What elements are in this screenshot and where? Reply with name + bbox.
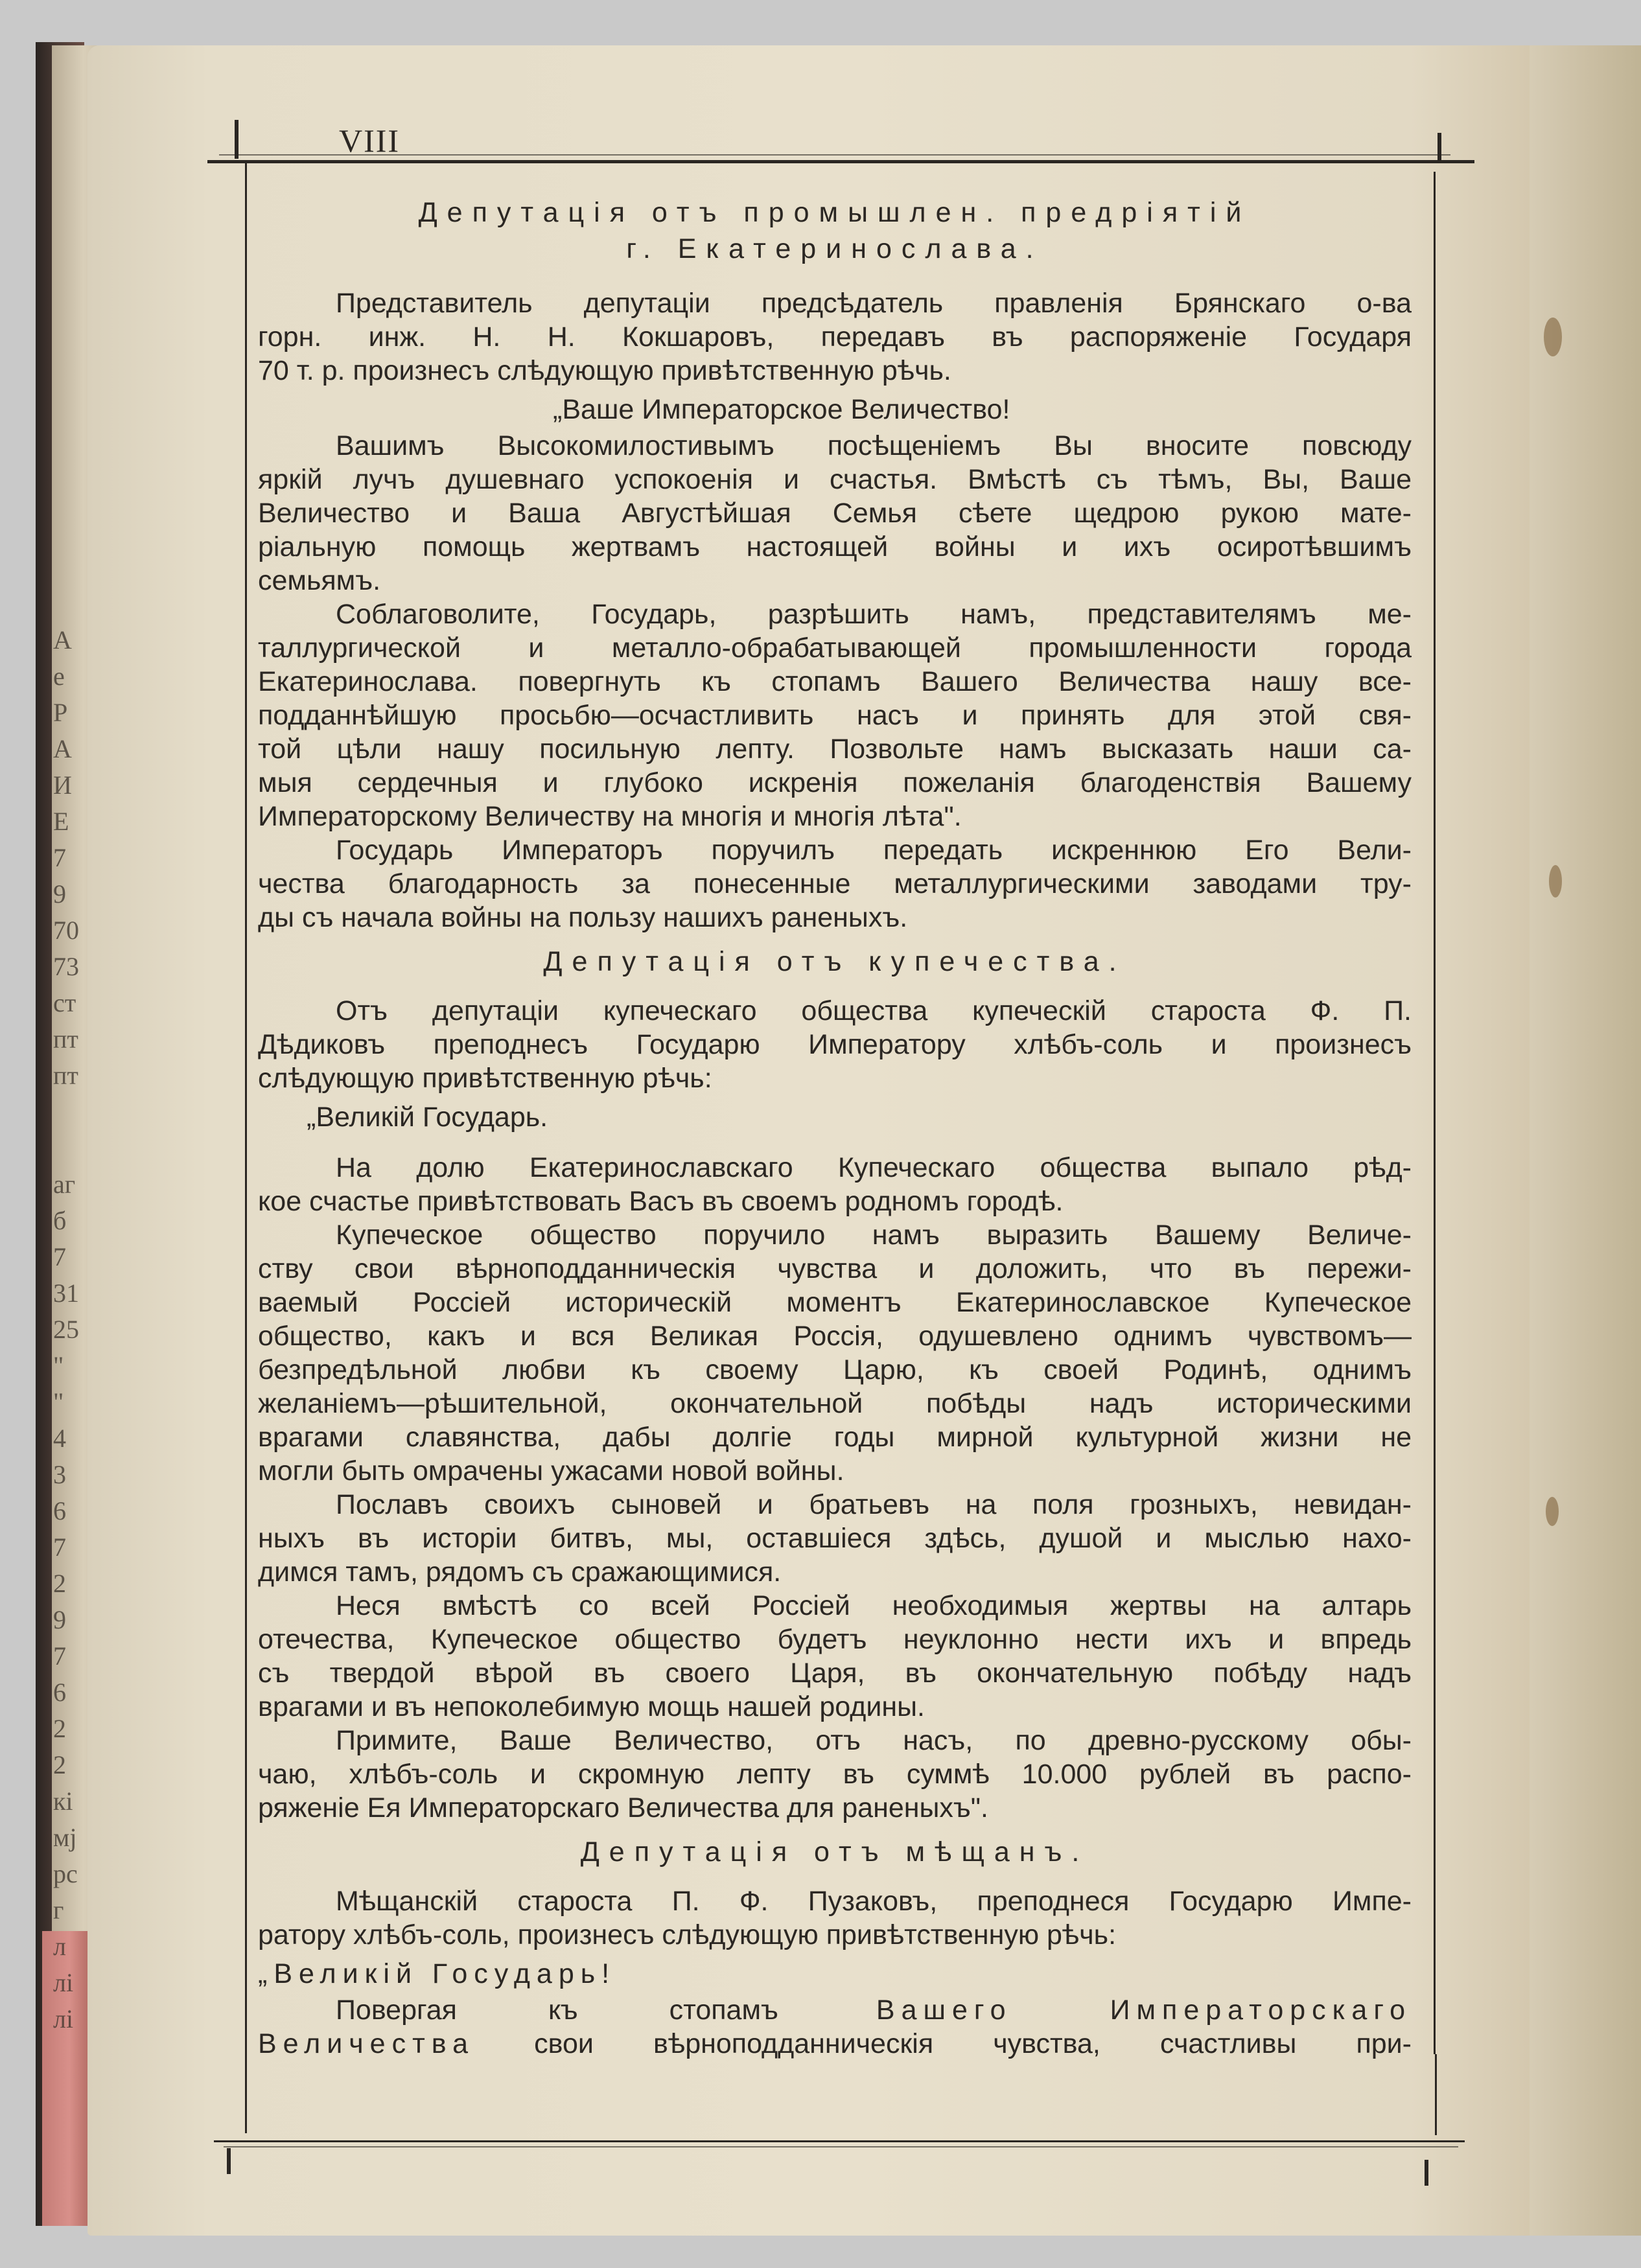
left-fragment: 31 — [53, 1279, 79, 1308]
right-page-edge — [1530, 45, 1641, 2236]
text-line — [258, 2027, 1412, 2061]
left-fragment: Р — [53, 698, 68, 727]
frame-right-rule — [1434, 172, 1436, 2054]
left-fragment: лі — [53, 2004, 74, 2033]
header-rule — [207, 160, 1474, 163]
text-run: Повергая къ стопамъ — [336, 1995, 778, 2026]
text-line: желаніемъ—рѣшительной, окончательной побѣды надъ историческими — [258, 1388, 1412, 1419]
text-line: Государь Императоръ поручилъ передать искреннюю Его Вели- — [336, 835, 1412, 866]
text-line: той цѣли нашу посильную лепту. Позвольте намъ высказать наши са- — [258, 734, 1412, 765]
footer-tick-right — [1425, 2160, 1428, 2186]
left-fragment: 9 — [53, 1605, 66, 1634]
speech-greeting: „Ваше Императорское Величество! — [553, 394, 1010, 425]
text-line: ваемый Россіей историческій моментъ Екатеринославское Купеческое — [258, 1287, 1412, 1318]
footer-rule — [214, 2140, 1465, 2142]
text-line: Дѣдиковъ преподнесъ Государю Императору хлѣбъ-соль и произнесъ — [258, 1029, 1412, 1060]
text-line: Величество и Ваша Августѣйшая Семья сѣете щедрою рукою мате- — [258, 498, 1412, 529]
frame-left-rule — [245, 163, 247, 2133]
text-line: врагами славянства, дабы долгіе годы мирной культурной жизни не — [258, 1422, 1412, 1453]
section-heading: г. Екатеринослава. — [626, 233, 1043, 264]
section-heading: Депутація отъ купечества. — [543, 946, 1126, 977]
text-line: Пославъ своихъ сыновей и братьевъ на поля грозныхъ, невидан- — [336, 1489, 1412, 1520]
paper-stain — [1546, 1497, 1559, 1526]
text-line: Примите, Ваше Величество, отъ насъ, по древно-русскому обы- — [336, 1725, 1412, 1756]
left-fragment: пт — [53, 1061, 78, 1090]
text-line: Императорскому Величеству на многія и многія лѣта". — [258, 801, 962, 832]
text-line: На долю Екатеринославскаго Купеческаго общества выпало рѣд- — [336, 1152, 1412, 1183]
left-fragment: л — [53, 1932, 66, 1961]
text-line: ряженіе Ея Императорскаго Величества для раненыхъ". — [258, 1792, 988, 1823]
left-fragment: А — [53, 625, 72, 654]
text-line: ріальную помощь жертвамъ настоящей войны и ихъ осиротѣвшимъ — [258, 531, 1412, 562]
page-content — [258, 194, 1412, 2061]
text-line: димся тамъ, рядомъ съ сражающимися. — [258, 1556, 782, 1588]
left-fragment: 7 — [53, 1533, 66, 1562]
left-fragment: " — [53, 1351, 64, 1380]
text-line: Соблаговолите, Государь, разрѣшить намъ, представителямъ ме- — [336, 599, 1412, 630]
left-fragment: 25 — [53, 1315, 79, 1344]
left-fragment: 2 — [53, 1714, 66, 1743]
text-line: яркій лучъ душевнаго успокоенія и счастья. Вмѣстѣ съ тѣмъ, Вы, Ваше — [258, 464, 1412, 495]
text-line: могли быть омрачены ужасами новой войны. — [258, 1455, 844, 1487]
left-fragment: ст — [53, 988, 76, 1017]
header-tick-left — [235, 120, 239, 159]
header-rule-thin — [219, 154, 1450, 156]
paper-stain — [1549, 865, 1562, 897]
left-fragment: кі — [53, 1787, 73, 1816]
text-line: врагами и въ непоколебимую мощь нашей родины. — [258, 1691, 925, 1722]
left-fragment: б — [53, 1206, 67, 1235]
text-line: подданнѣйшую просьбю—осчастливить насъ и принять для этой свя- — [258, 700, 1412, 731]
text-line: ды съ начала войны на пользу нашихъ раненыхъ. — [258, 902, 908, 933]
left-fragment: 73 — [53, 952, 79, 981]
text-line: 70 т. р. произнесъ слѣдующую привѣтственную рѣчь. — [258, 355, 951, 386]
text-line: безпредѣльной любви къ своему Царю, къ своей Родинѣ, однимъ — [258, 1354, 1412, 1385]
left-fragment: Е — [53, 807, 69, 836]
left-fragment: 7 — [53, 1242, 66, 1271]
left-fragment: лі — [53, 1968, 74, 1997]
left-fragment — [53, 1094, 92, 1130]
frame-right-rule-lower — [1435, 2054, 1437, 2135]
speech-greeting: „Великій Государь. — [307, 1102, 548, 1133]
text-line: отечества, Купеческое общество будетъ неуклонно нести ихъ и впредь — [258, 1624, 1412, 1655]
left-fragment: 2 — [53, 1569, 66, 1598]
text-line: ству свои вѣрноподданническія чувства и доложить, что въ пережи- — [258, 1253, 1412, 1284]
section-heading: Депутація отъ мѣщанъ. — [580, 1836, 1089, 1868]
footer-tick-left — [227, 2148, 231, 2174]
text-line: таллургической и металло-обрабатывающей промышленности города — [258, 632, 1412, 664]
text-line: слѣдующую привѣтственную рѣчь: — [258, 1063, 712, 1094]
text-run-spaced: Вашего Императорскаго — [778, 1995, 1412, 2026]
text-line: Мѣщанскій староста П. Ф. Пузаковъ, преподнеся Государю Импе- — [336, 1886, 1412, 1917]
left-fragment: А — [53, 734, 72, 763]
left-fragment: рс — [53, 1859, 78, 1888]
left-fragment: пт — [53, 1024, 78, 1054]
left-fragment: 2 — [53, 1750, 66, 1779]
header-tick-right — [1437, 133, 1441, 160]
text-line: Неся вмѣстѣ со всей Россіей необходимыя жертвы на алтарь — [336, 1590, 1412, 1621]
text-line: Отъ депутаціи купеческаго общества купеческій староста Ф. П. — [336, 995, 1412, 1026]
left-fragment: 6 — [53, 1678, 66, 1707]
text-line: общество, какъ и вся Великая Россія, одушевлено однимъ чувствомъ— — [258, 1321, 1412, 1352]
footer-rule-thin — [224, 2146, 1458, 2147]
text-line: Представитель депутаціи предсѣдатель правленія Брянскаго о-ва — [336, 288, 1412, 319]
left-fragment: мј — [53, 1823, 77, 1852]
text-line: съ твердой вѣрой въ своего Царя, въ окончательную побѣду надъ — [258, 1658, 1412, 1689]
text-line: Купеческое общество поручило намъ выразить Вашему Величе- — [336, 1220, 1412, 1251]
text-line: мыя сердечныя и глубоко искренія пожеланія благоденствія Вашему — [258, 767, 1412, 798]
left-fragment: И — [53, 770, 72, 800]
left-fragment: 70 — [53, 916, 79, 945]
left-fragment: 9 — [53, 879, 66, 908]
text-line — [258, 1993, 1412, 2027]
left-fragment: г — [53, 1895, 64, 1925]
left-fragment: " — [53, 1387, 64, 1417]
text-line: чества благодарность за понесенные металлургическими заводами тру- — [258, 868, 1412, 899]
paper-stain — [1544, 318, 1562, 356]
text-line: ныхъ въ исторіи битвъ, мы, оставшіеся здѣсь, душой и мыслью нахо- — [258, 1523, 1412, 1554]
text-run: свои вѣрноподданническія чувства, счастливы при- — [474, 2028, 1412, 2059]
speech-greeting: „Великій Государь! — [258, 1958, 616, 1989]
left-fragment: е — [53, 662, 65, 691]
left-fragment: 6 — [53, 1496, 66, 1525]
left-fragment: 3 — [53, 1460, 66, 1489]
left-page-text-fragments — [53, 622, 92, 2037]
text-line: чаю, хлѣбъ-соль и скромную лепту въ суммѣ 10.000 рублей въ распо- — [258, 1759, 1412, 1790]
left-fragment: 4 — [53, 1424, 66, 1453]
page-number: VIII — [339, 122, 401, 159]
section-heading: Депутація отъ промышлен. предріятій — [418, 197, 1251, 228]
left-fragment: 7 — [53, 843, 66, 872]
text-line: горн. инж. Н. Н. Кокшаровъ, передавъ въ распоряженіе Государя — [258, 321, 1412, 353]
text-line: Екатеринослава. повергнуть къ стопамъ Вашего Величества нашу все- — [258, 666, 1412, 697]
left-fragment: 7 — [53, 1641, 66, 1671]
text-line: Вашимъ Высокомилостивымъ посѣщеніемъ Вы вносите повсюду — [336, 430, 1412, 461]
text-line: кое счастье привѣтствовать Васъ въ своемъ родномъ городѣ. — [258, 1186, 1064, 1217]
text-line: семьямъ. — [258, 565, 381, 596]
text-run-spaced: Величества — [258, 2028, 475, 2059]
left-fragment — [53, 1130, 92, 1166]
text-line: ратору хлѣбъ-соль, произнесъ слѣдующую привѣтственную рѣчь: — [258, 1919, 1117, 1950]
left-fragment: аг — [53, 1170, 76, 1199]
